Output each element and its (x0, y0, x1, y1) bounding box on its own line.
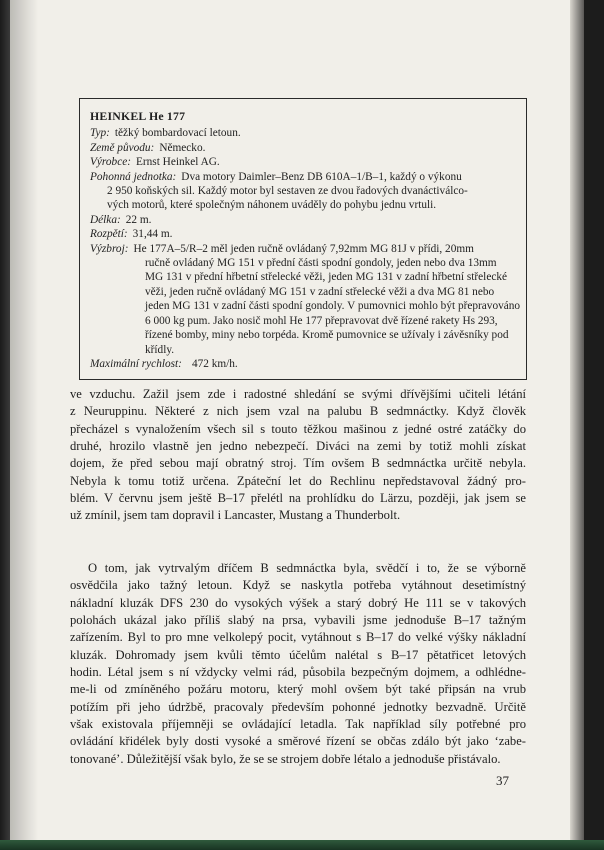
spec-manufacturer (90, 155, 518, 169)
spec-key: Pohonná jednotka: (90, 170, 177, 183)
spec-value (154, 141, 518, 155)
paragraph-2 (70, 560, 526, 768)
spec-key: Maximální rychlost: (90, 357, 182, 370)
text-line: kluzák. Dohromady jsem kvůli těmto účelům nalétal s B–17 pětatřicet letových (70, 647, 526, 662)
spec-value-line: jeden MG 131 v zadní části spodní gondoly. V pumovnici mohlo být přepravováno (145, 300, 521, 313)
spec-value-line: 22 m. (125, 213, 152, 226)
spec-powerplant-cont (90, 184, 518, 213)
spec-value-line: Dva motory Daimler–Benz DB 610A–1/B–1, každý o výkonu (181, 170, 462, 183)
text-line: ve vzduchu. Zažil jsem zde i radostné shledání se svými dřívějšími učiteli létání (70, 387, 526, 401)
spec-value (131, 155, 518, 169)
spec-value (102, 184, 518, 213)
text-line: přecházel s vynaložením všech sil s touto těžkou mašinou z jedné ostré zatáčky do (70, 421, 526, 436)
spec-key: Výrobce: (90, 156, 131, 169)
spec-powerplant (90, 170, 518, 184)
scan-left-edge (0, 0, 10, 850)
spec-key: Délka: (90, 213, 121, 226)
text-line: tonované’. Důležitější však bylo, že se se strojem dobře létalo a jednoduše přistávalo. (70, 751, 501, 766)
page-edge (570, 0, 584, 840)
text-line: z Neuruppinu. Některé z nich jsem vzal na palubu B sedmnáctky. Když člověk (70, 404, 526, 419)
text-line: zařízením. Byl to pro mne velkolepý pocit, vytáhnout s B–17 do velké výšky nákladní (70, 630, 526, 645)
box-title: HEINKEL He 177 (90, 109, 186, 123)
spec-value (182, 357, 518, 371)
spec-value-line: 31,44 m. (132, 228, 173, 241)
binding-shadow (10, 0, 38, 840)
spec-armament (90, 242, 518, 256)
page-number: 37 (496, 773, 509, 788)
spec-value (110, 126, 518, 140)
text-line: nákladní kluzák DFS 230 do vysokých výšek a starý dobrý He 111 se v takových (70, 595, 526, 610)
text-line: osvědčila jako tažný letoun. Když se naskytla potřeba vytáhnout desetimístný (70, 578, 526, 593)
text-line: dojem, že před sebou mají obratný stroj. Tím ovšem B sedmnáctka určitě nebyla. (70, 456, 526, 471)
spec-value-line: řízené bomby, miny nebo torpéda. Kromě pumovnice se užívaly i závěsníky pod (145, 329, 509, 342)
spec-armament-cont (90, 256, 521, 357)
book-cover-edge (0, 840, 604, 850)
spec-key: Typ: (90, 127, 110, 140)
spec-value-line: křídly. (145, 343, 175, 356)
spec-value-line: vých motorů, které společným náhonem uváděly do pohybu jednu vrtuli. (107, 199, 437, 212)
spec-value (128, 227, 518, 241)
spec-value (129, 242, 519, 256)
spec-wingspan (90, 227, 518, 241)
spec-value (121, 213, 518, 227)
paragraph-1 (70, 386, 526, 525)
text-line: O tom, jak vytrvalým dříčem B sedmnáctka byla, svědčí i to, že se výborně (88, 561, 526, 575)
specification-box (79, 98, 527, 380)
spec-length (90, 213, 518, 227)
spec-key: Rozpětí: (90, 228, 128, 241)
spec-value-line: Ernst Heinkel AG. (135, 156, 220, 169)
text-line: polohách ukázal jako příliš slabý na prsa, vybavili jsme jednoduše B–17 tažným (70, 613, 526, 628)
spec-value (140, 256, 520, 357)
text-line: hodin. Létal jsem s ní vždycky velmi rád, působila bezpečným dojmem, a odhlédne- (70, 665, 526, 680)
spec-value-line: MG 131 v přední hřbetní střelecké věži, jeden MG 131 v zadní hřbetní střelecké (145, 271, 508, 284)
spec-key: Země původu: (90, 141, 155, 154)
spec-value-line: 6 000 kg pum. Jako nosič mohl He 177 přepravovat dvě řízené rakety Hs 293, (145, 314, 498, 327)
text-line: me-li od zmíněného požáru motoru, který mohl ovšem být také připsán na vrub (70, 682, 526, 697)
spec-origin (90, 141, 518, 155)
spec-value-line: He 177A–5/R–2 měl jeden ručně ovládaný 7,92mm MG 81J v přídi, 20mm (133, 242, 474, 255)
text-line: blém. V červnu jsem ještě B–17 přelétl na prohlídku do Lärzu, později, jak jsem se (70, 491, 526, 506)
spec-value-line: Německo. (159, 141, 206, 154)
text-line: však existovala příjemněji se ovládající letadla. Tak například síly potřebné pro (70, 717, 526, 732)
spec-key: Výzbroj: (90, 242, 129, 255)
text-line: ovládání křidélek byly dosti vysoké a směrové řízení se občas zdálo být jako ‘zabe- (70, 734, 526, 749)
text-line: už zmínil, jsem tam dopravil i Lancaster, Mustang a Thunderbolt. (70, 508, 401, 523)
spec-value-line: věži, jeden ručně ovládaný MG 151 v zadní střelecké věži a dva MG 81 nebo (145, 285, 495, 298)
text-line: Nebyla k tomu totiž určena. Zpáteční let do Rechlinu nepředstavoval žádný pro- (70, 473, 526, 488)
text-line: druhé, hrozilo vlastně jen jedno nebezpečí. Diváci na zemi by totiž mohli získat (70, 439, 526, 454)
spec-value-line: těžký bombardovací letoun. (114, 127, 241, 140)
text-line: potížím při jeho údržbě, pracovaly především pohonné jednotky bezvadně. Určitě (70, 699, 526, 714)
spec-value-line: ručně ovládaný MG 151 v přední části spodní gondoly, jeden nebo dva 13mm (145, 257, 497, 270)
spec-value (176, 170, 518, 184)
spec-type (90, 126, 518, 140)
spec-value-line: 2 950 koňských sil. Každý motor byl sestaven ze dvou řadových dvanáctiválco- (107, 185, 468, 198)
spec-value-line: 472 km/h. (191, 357, 238, 370)
spec-max-speed (90, 357, 518, 371)
